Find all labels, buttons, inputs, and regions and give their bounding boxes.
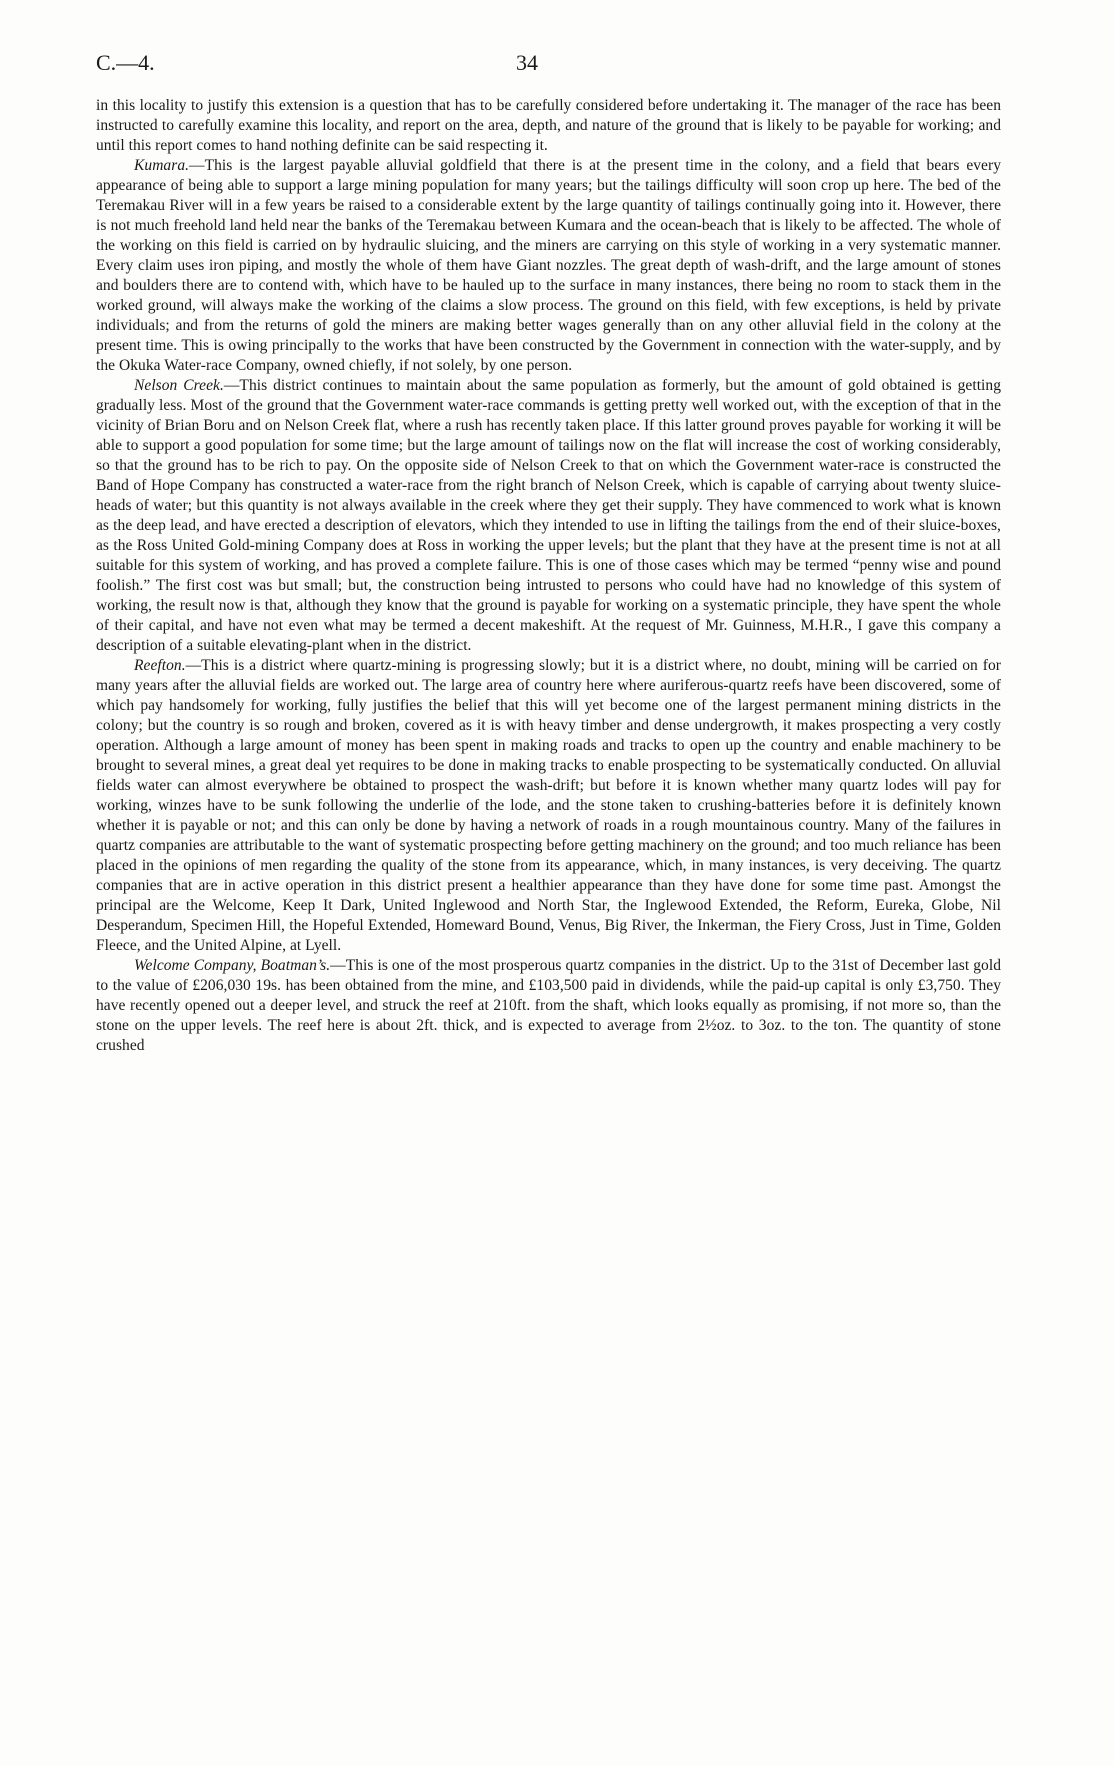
paragraph-text: —This is a district where quartz-mining is progressing slowly; but it is a district where, no doubt, mining will be carried on for many years after the alluvial fields are worked out. The large area of country here where auriferous-quartz reefs have been discovered, some of which pay handsomely for working, fully justifies the belief that this will yet become one of the largest permanent mining districts in the colony; but the country is so rough and broken, covered as it is with heavy timber and dense undergrowth, it makes prospecting a very costly operation. Although a large amount of money has been spent in making roads and tracks to open up the country and enable machinery to be brought to several mines, a great deal yet requires to be done in making tracks to enable prospecting to be systematically conducted. On alluvial fields water can almost everywhere be obtained to prospect the wash-drift; but before it is known whether many quartz lodes will pay for working, winzes have to be sunk following the underlie of the lode, and the stone taken to crushing-batteries before it is definitely known whether it is payable or not; and this can only be done by having a network of roads in a rough mountainous country. Many of the failures in quartz companies are attributable to the want of systematic prospecting before getting machinery on the ground; and too much reliance has been placed in the opinions of men regarding the quality of the stone from its appearance, which, in many instances, is very deceiving. The quartz companies that are in active operation in this district present a healthier appearance than they have done for some time past. Amongst the principal are the Welcome, Keep It Dark, United Inglewood and North Star, the Inglewood Extended, the Reform, Eureka, Globe, Nil Desperandum, Specimen Hill, the Hopeful Extended, Homeward Bound, Venus, Big River, the Inkerman, the Fiery Cross, Just in Time, Golden Fleece, and the United Alpine, at Lyell.: [96, 657, 1001, 954]
section-heading-welcome-company: Welcome Company, Boatman’s.: [134, 957, 331, 974]
document-code: C.—4.: [96, 50, 155, 75]
section-heading-kumara: Kumara.: [134, 157, 190, 174]
document-body: [96, 96, 1001, 1056]
paragraph-text: —This is one of the most prosperous quartz companies in the district. Up to the 31st of December last gold to the value of £206,030 19s. has been obtained from the mine, and £103,500 paid in dividends, while the paid-up capital is only £3,750. They have recently opened out a deeper level, and struck the reef at 210ft. from the shaft, which looks equally as promising, if not more so, than the stone on the upper levels. The reef here is about 2ft. thick, and is expected to average from 2½oz. to 3oz. to the ton. The quantity of stone crushed: [96, 957, 1001, 1054]
page-header: [96, 50, 996, 82]
paragraph-nelson-creek: [96, 376, 1001, 656]
paragraph-reefton: [96, 656, 1001, 956]
paragraph-kumara: [96, 156, 1001, 376]
paragraph-intro: [96, 96, 1001, 156]
paragraph-text: —This district continues to maintain about the same population as formerly, but the amount of gold obtained is getting gradually less. Most of the ground that the Government water-race commands is getting pretty well worked out, with the exception of that in the vicinity of Brian Boru and on Nelson Creek flat, where a rush has recently taken place. If this latter ground proves payable for working it will be able to support a good population for some time; but the large amount of tailings now on the flat will increase the cost of working considerably, so that the ground has to be rich to pay. On the opposite side of Nelson Creek to that on which the Government water-race is constructed the Band of Hope Company has constructed a water-race from the right branch of Nelson Creek, which is capable of carrying about twenty sluice-heads of water; but this quantity is not always available in the creek where they get their supply. They have commenced to work what is known as the deep lead, and have erected a description of elevators, which they intended to use in lifting the tailings from the end of their sluice-boxes, as the Ross United Gold-mining Company does at Ross in working the upper levels; but the plant that they have at the present time is not at all suitable for this system of working, and has proved a complete failure. This is one of those cases which may be termed “penny wise and pound foolish.” The first cost was but small; but, the construction being intrusted to persons who could have had no knowledge of this system of working, the result now is that, although they know that the ground is payable for working on a systematic principle, they have spent the whole of their capital, and have not even what may be termed a decent makeshift. At the request of Mr. Guinness, M.H.R., I gave this company a description of a suitable elevating-plant when in the district.: [96, 377, 1002, 654]
paragraph-text: —This is the largest payable alluvial goldfield that there is at the present time in the colony, and a field that bears every appearance of being able to support a large mining population for many years; but the tailings difficulty will soon crop up here. The bed of the Teremakau River will in a few years be raised to a considerable extent by the large quantity of tailings continually going into it. However, there is not much freehold land held near the banks of the Teremakau between Kumara and the ocean-beach that is likely to be affected. The whole of the working on this field is carried on by hydraulic sluicing, and the miners are carrying on this style of working in a very systematic manner. Every claim uses iron piping, and mostly the whole of them have Giant nozzles. The great depth of wash-drift, and the large amount of stones and boulders there are to contend with, which have to be hauled up to the surface in many instances, there being no room to stack them in the worked ground, will always make the working of the claims a slow process. The ground on this field, with few exceptions, is held by private individuals; and from the returns of gold the miners are making better wages generally than on any other alluvial field in the colony at the present time. This is owing principally to the works that have been constructed by the Government in connection with the water-supply, and by the Okuka Water-race Company, owned chiefly, if not solely, by one person.: [96, 157, 1001, 374]
section-heading-reefton: Reefton.: [134, 657, 186, 674]
paragraph-welcome-company: [96, 956, 1001, 1056]
section-heading-nelson-creek: Nelson Creek.: [134, 377, 224, 394]
paragraph-text: in this locality to justify this extension is a question that has to be carefully considered before undertaking it. The manager of the race has been instructed to carefully examine this locality, and report on the area, depth, and nature of the ground that is likely to be payable for working; and until this report comes to hand nothing definite can be said respecting it.: [96, 97, 1001, 154]
page-number: 34: [516, 50, 538, 75]
